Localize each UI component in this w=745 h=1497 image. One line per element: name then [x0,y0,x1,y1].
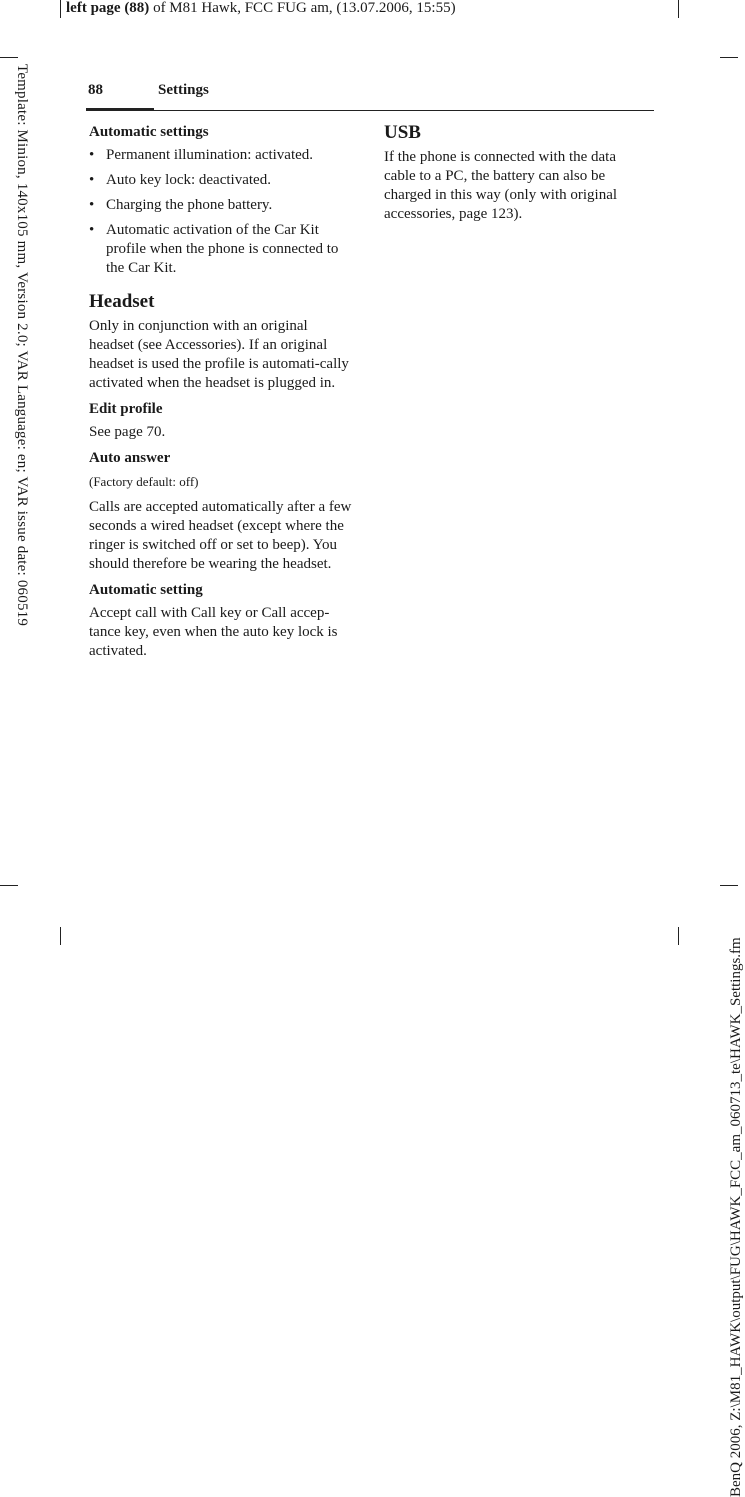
list-item [89,146,355,165]
edit-profile-heading: Edit profile [89,401,163,417]
automatic-setting-text: Accept call with Call key or Call accep-tance key, even when the auto key lock is activated. [89,605,338,659]
crop-mark [678,0,679,18]
print-slug [66,0,456,17]
file-path-text: BenQ 2006, Z:\M81_HAWK\output\FUG\HAWK_FCC_am_060713_te\HAWK_Settings.fm [728,937,744,1497]
usb-heading: USB [384,122,421,143]
headset-text: Only in conjunction with an original headset (see Accessories). If an original headset is used the profile is automati-cally activated when the headset is plugged in. [89,318,349,391]
bullet-icon: • [89,172,95,188]
list-item [89,196,355,215]
chapter-title: Settings [158,82,209,98]
crop-mark [60,0,61,18]
template-info-text: Template: Minion, 140x105 mm, Version 2.0; VAR Language: en; VAR issue date: 060519 [14,64,30,627]
slug-rest: of M81 Hawk, FCC FUG am, (13.07.2006, 15:55) [149,0,456,16]
list-item-text: Permanent illumination: activated. [106,147,314,163]
template-info-vertical [10,64,30,670]
header-tab-bar [86,108,154,111]
crop-mark [678,927,679,945]
auto-answer-text: Calls are accepted automatically after a few seconds a wired headset (except where the ringer is switched off or set to beep). You should therefore be wearing the headset. [89,499,352,572]
slug-page-label: left page (88) [66,0,150,16]
crop-mark [0,57,18,58]
bullet-icon: • [89,222,95,238]
list-item [89,171,355,190]
file-path-vertical [708,256,744,1497]
list-item [89,221,355,278]
automatic-setting-heading: Automatic setting [89,582,203,598]
automatic-settings-heading: Automatic settings [89,124,209,140]
right-column [384,123,650,231]
crop-mark [60,927,61,945]
crop-mark [720,57,738,58]
bullet-icon: • [89,147,95,163]
page-number: 88 [88,82,103,98]
crop-mark [0,885,18,886]
bullet-icon: • [89,197,95,213]
list-item-text: Charging the phone battery. [106,197,273,213]
auto-answer-heading: Auto answer [89,450,171,466]
usb-text: If the phone is connected with the data cable to a PC, the battery can also be charged in this way (only with original accessories, page 123). [384,149,618,222]
headset-heading: Headset [89,291,155,312]
auto-answer-default: (Factory default: off) [89,474,199,489]
list-item-text: Auto key lock: deactivated. [106,172,271,188]
list-item-text: Automatic activation of the Car Kit profile when the phone is connected to the Car Kit. [106,222,339,276]
edit-profile-text: See page 70. [89,424,166,440]
automatic-settings-list [89,146,355,278]
running-header [86,82,654,111]
left-column [89,123,355,668]
